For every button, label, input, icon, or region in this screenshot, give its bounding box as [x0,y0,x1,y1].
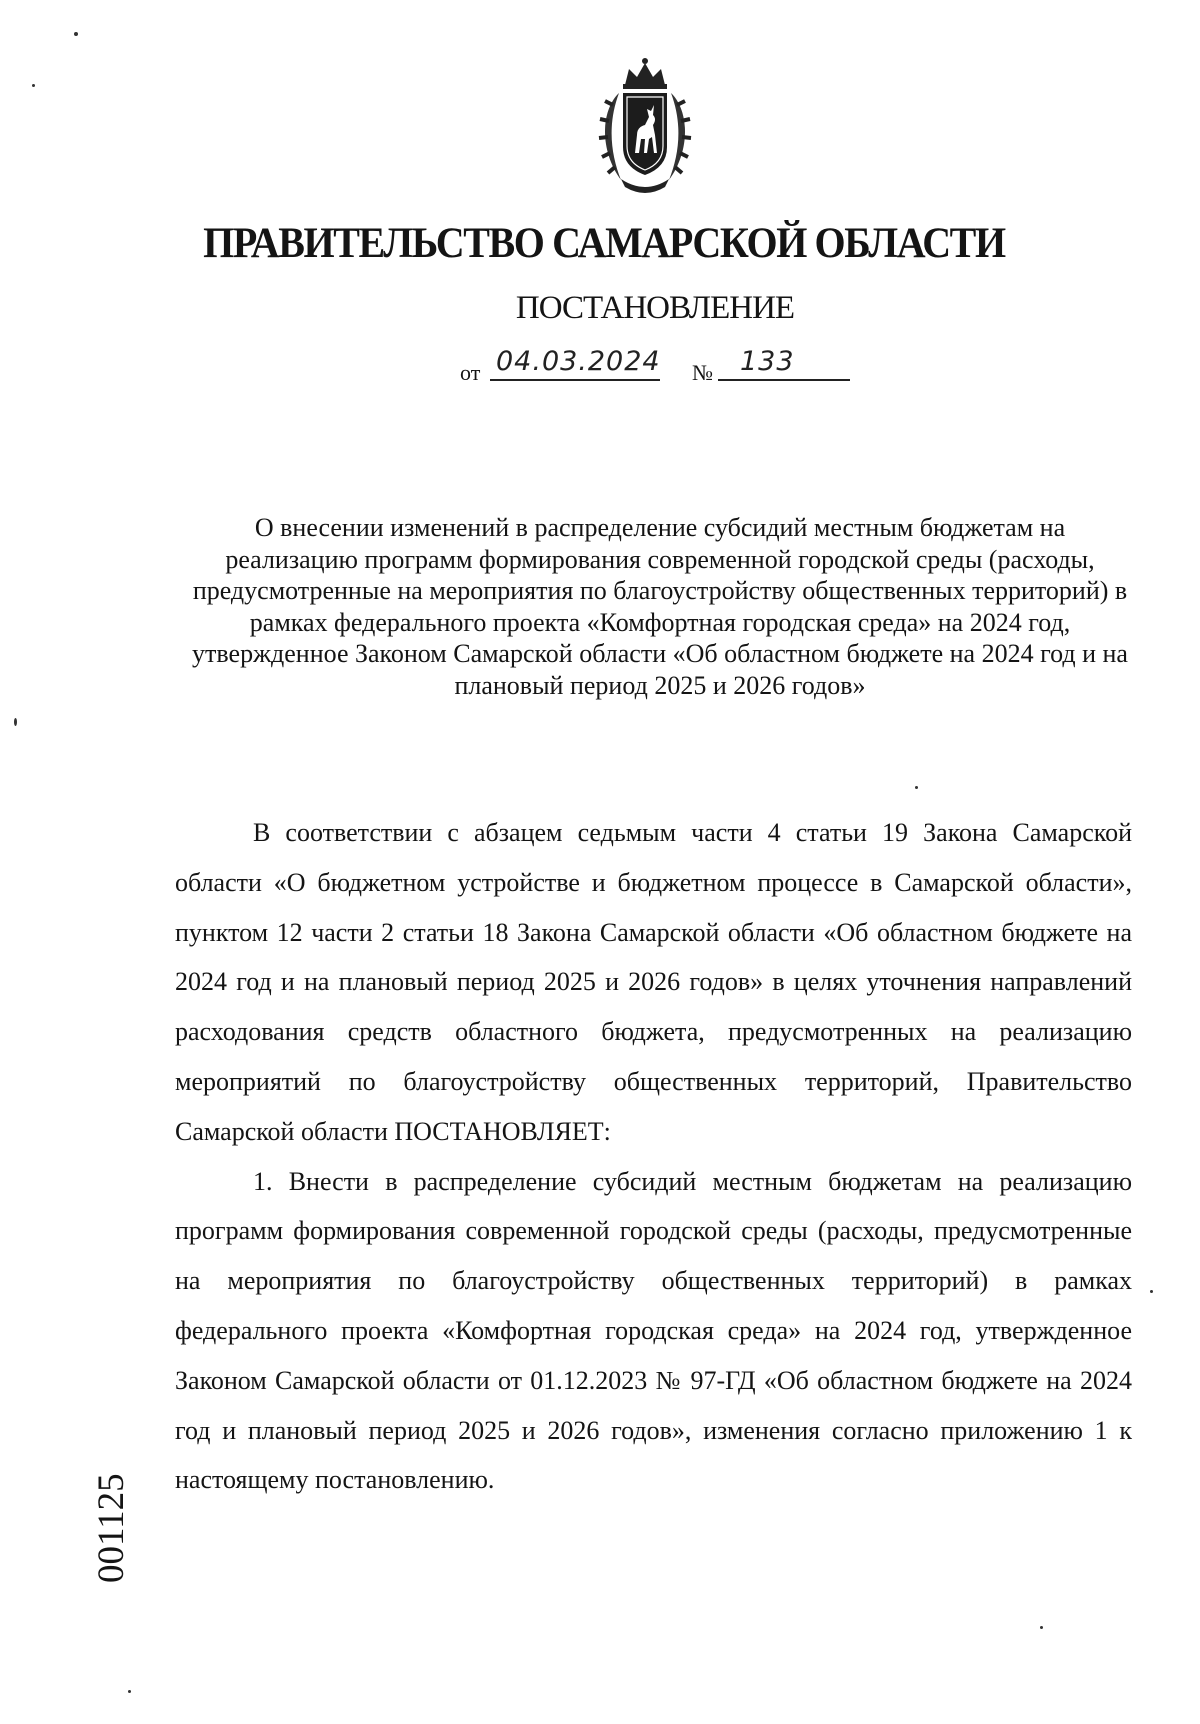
date-underline [490,379,660,381]
date-prefix: от [460,360,481,385]
scan-speck [915,786,918,789]
document-body [175,808,1132,1505]
scan-speck [74,32,78,36]
scan-speck [1150,1290,1153,1293]
document-subject: О внесении изменений в распределение субсидий местным бюджетам на реализацию программ формирования современной городской среды (расходы, предусмотренные на мероприятия по благоустройству общественных территорий) в рамках федерального проекта «Комфортная городская среда» на 2024 год, утвержденное Законом Самарской области «Об областном бюджете на 2024 год и на плановый период 2025 и 2026 годов» [192,513,1128,700]
scan-speck [14,718,17,726]
handwritten-date: 04.03.2024 [496,346,661,377]
document-type: ПОСТАНОВЛЕНИЕ [515,290,795,326]
scan-speck [1040,1626,1043,1629]
number-underline [718,379,850,381]
handwritten-number: 133 [740,346,795,377]
item-1-paragraph: 1. Внести в распределение субсидий местным бюджетам на реализацию программ формирования современной городской среды (расходы, предусмотренные на мероприятия по благоустройству общественных территорий) в рамках федерального проекта «Комфортная городская среда» на 2024 год, утвержденное Законом Самарской области от 01.12.2023 № 97-ГД «Об областном бюджете на 2024 год и плановый период 2025 и 2026 годов», изменения согласно приложению 1 к настоящему постановлению. [175,1166,1132,1495]
date-number-line [460,342,860,385]
samara-coat-of-arms-icon [591,55,699,197]
scan-speck [128,1690,131,1693]
side-registration-number: 001125 [91,1473,132,1583]
number-prefix: № [692,360,713,385]
organization-title: ПРАВИТЕЛЬСТВО САМАРСКОЙ ОБЛАСТИ [203,220,1005,267]
scan-speck [32,84,35,87]
preamble-paragraph: В соответствии с абзацем седьмым части 4 статьи 19 Закона Самарской области «О бюджетном устройстве и бюджетном процессе в Самарской области», пунктом 12 части 2 статьи 18 Закона Самарской области «Об областном бюджете на 2024 год и на плановый период 2025 и 2026 годов» в целях уточнения направлений расходования средств областного бюджета, предусмотренных на реализацию мероприятий по благоустройству общественных территорий, Правительство Самарской области ПОСТАНОВЛЯЕТ: [175,818,1132,1146]
